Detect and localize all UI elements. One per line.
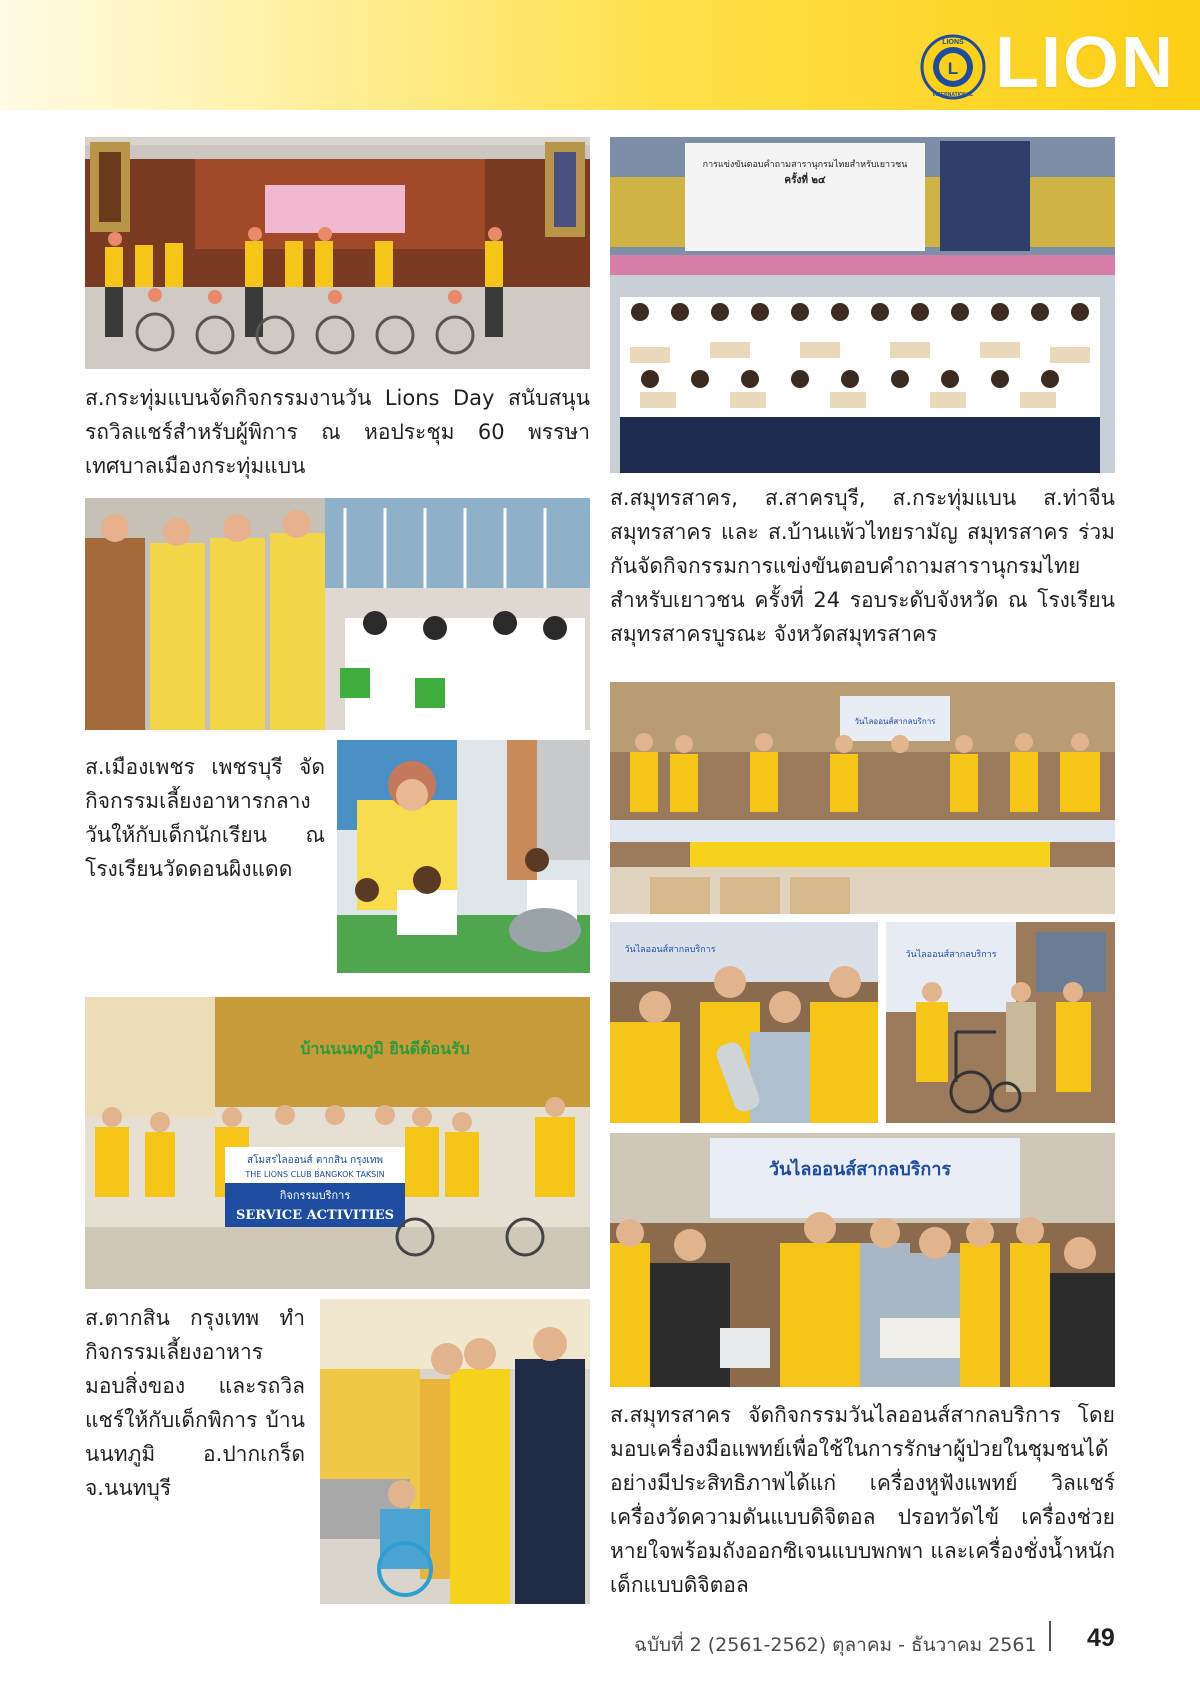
caption-taksin: ส.ตากสิน กรุงเทพ ทำกิจกรรมเลี้ยงอาหาร มอบสิ่งของ และรถวิลแชร์ให้กับเด็กพิการ บ้านนนทภูมิ อ.ปากเกร็ด จ.นนทบุรี [85,1306,305,1500]
logo-bottom-text: INTERNATIONAL [932,92,974,98]
photo-school-lunch [85,498,590,730]
caption-krathumbaen: ส.กระทุ่มแบนจัดกิจกรรมงานวัน Lions Day สนับสนุนรถวิลแชร์สำหรับผู้พิการ ณ หอประชุม 60 พรรษา เทศบาลเมืองกระทุ่มแบน [85,386,590,478]
quiz-banner-sub: ครั้งที่ ๒๔ [784,175,826,186]
page-number: 49 [1087,1624,1115,1652]
photo-service-day-main [610,682,1115,914]
service-c-banner: วันไลออนส์สากลบริการ [905,950,997,960]
photo-school-quiz [610,137,1115,473]
taksin-banner-line4: SERVICE ACTIVITIES [236,1208,394,1223]
logo-top-text: LIONS [942,39,964,46]
lions-international-logo [920,34,986,100]
photo-taksin-cafeteria [320,1299,590,1604]
caption-samutsakhon-service: ส.สมุทรสาคร จัดกิจกรรมวันไลออนส์สากลบริการ โดยมอบเครื่องมือแพทย์เพื่อใช้ในการรักษาผู้ป่วยในชุมชนได้อย่างมีประสิทธิภาพได้แก่ เครื่องหูฟังแพทย์ วิลแชร์ เครื่องวัดความดันแบบดิจิตอล ปรอทวัดไข้ เครื่องช่วยหายใจพร้อมถังออกซิเจนแบบพกพา และเครื่องชั่งน้ำหนักเด็กแบบดิจิตอล [610,1403,1115,1597]
photo-oxygen-handover [610,922,878,1123]
photo-service-day-group [610,1133,1115,1387]
photo-muangphet-lunch [337,740,590,973]
photo-taksin-group [85,997,590,1289]
service-main-banner: วันไลออนส์สากลบริการ [854,717,936,726]
page-header [0,0,1200,110]
photo-wheelchair-handover [886,922,1115,1123]
footer-divider [1049,1621,1051,1651]
taksin-banner-line3: กิจกรรมบริการ [279,1189,351,1202]
photo-wheelchair-hall [85,137,590,369]
taksin-banner-line2: THE LIONS CLUB BANGKOK TAKSIN [245,1170,385,1179]
taksin-banner-line1: สโมสรไลออนส์ ตากสิน กรุงเทพ [246,1155,384,1166]
service-b-banner: วันไลออนส์สากลบริการ [624,945,716,955]
issue-info: ฉบับที่ 2 (2561-2562) ตุลาคม - ธันวาคม 2561 [634,1634,1037,1656]
quiz-banner-title: การแข่งขันตอบคำถามสารานุกรมไทยสำหรับเยาวชน [702,160,908,170]
taksin-stage-text: บ้านนนทภูมิ ยินดีต้อนรับ [300,1039,470,1058]
logo-center-letter: L [947,59,959,78]
caption-samutsakhon-group: ส.สมุทรสาคร, ส.สาครบุรี, ส.กระทุ่มแบน ส.ท่าจีน สมุทรสาคร และ ส.บ้านแพ้วไทยรามัญ สมุทรสาคร ร่วมกันจัดกิจกรรมการแข่งขันตอบคำถามสารานุกรมไทยสำหรับเยาวชน ครั้งที่ 24 รอบระดับจังหวัด ณ โรงเรียนสมุทรสาครบูรณะ จังหวัดสมุทรสาคร [610,486,1115,646]
service-d-banner: วันไลออนส์สากลบริการ [768,1159,952,1180]
caption-muangphet: ส.เมืองเพชร เพชรบุรี จัดกิจกรรมเลี้ยงอาหารกลางวันให้กับเด็กนักเรียน ณ โรงเรียนวัดดอนผิงแดด [85,755,325,881]
magazine-brand: LION [995,23,1175,103]
